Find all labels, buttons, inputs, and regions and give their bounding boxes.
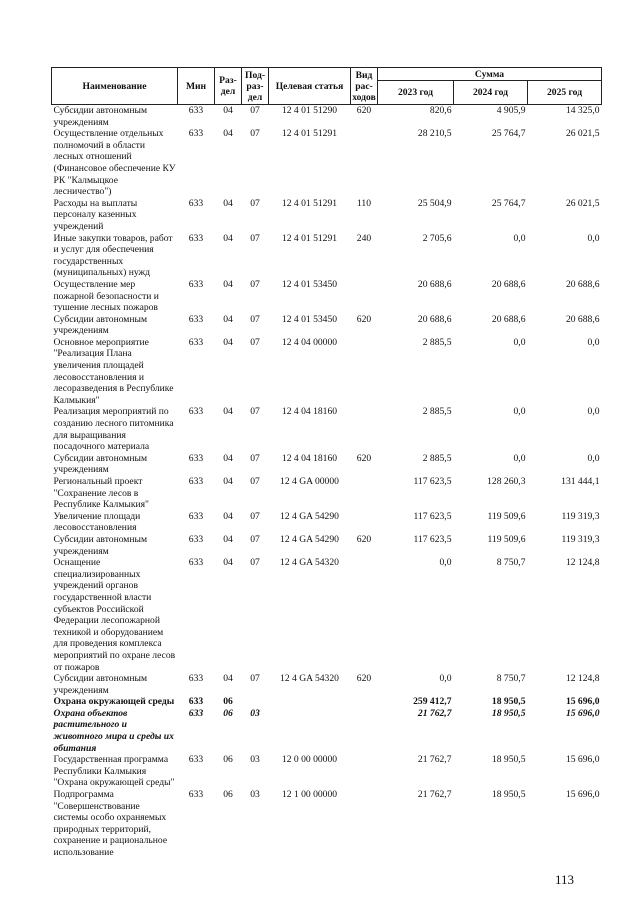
cell-2024: 4 905,9 xyxy=(496,105,526,116)
cell-target: 12 4 01 51291 xyxy=(281,197,338,209)
cell-2023: 28 210,5 xyxy=(417,128,452,140)
cell-vid xyxy=(351,511,378,534)
cell-min: 633 xyxy=(188,128,204,140)
cell-razdel: 04 xyxy=(223,232,233,244)
cell-2025: 0,0 xyxy=(587,406,600,418)
cell-razdel: 06 xyxy=(223,754,233,766)
cell-target: 12 4 GA 00000 xyxy=(280,476,339,487)
cell-name: Расходы на выплаты персоналу казенных учреждений xyxy=(53,197,138,232)
cell-razdel: 06 xyxy=(223,789,233,801)
page-number: 113 xyxy=(555,872,575,887)
cell-2025: 119 319,3 xyxy=(561,510,600,522)
cell-2024: 18 950,5 xyxy=(491,789,526,801)
cell-razdel: 04 xyxy=(223,557,233,569)
cell-target xyxy=(269,708,351,754)
cell-podrazdel: 07 xyxy=(250,197,260,209)
cell-vid xyxy=(351,789,378,859)
cell-razdel: 04 xyxy=(223,476,233,487)
cell-2023: 0,0 xyxy=(439,557,452,569)
table-row xyxy=(52,279,602,314)
table-row xyxy=(52,754,602,789)
cell-min: 633 xyxy=(188,707,204,719)
cell-podrazdel: 07 xyxy=(250,452,260,464)
cell-2023: 0,0 xyxy=(439,673,452,685)
cell-2023: 20 688,6 xyxy=(417,278,452,290)
cell-target: 12 1 00 00000 xyxy=(281,789,338,801)
cell-2025: 131 444,1 xyxy=(561,476,600,487)
cell-2024: 119 509,6 xyxy=(487,510,526,522)
cell-2023: 820,6 xyxy=(429,105,452,116)
cell-min: 633 xyxy=(188,105,204,116)
cell-name: Субсидии автономным учреждениям xyxy=(53,105,148,128)
table-row xyxy=(52,476,602,511)
cell-2025: 15 696,0 xyxy=(565,707,600,719)
cell-2025: 0,0 xyxy=(587,452,600,464)
cell-min: 633 xyxy=(188,673,204,685)
cell-name: Государственная программа Республики Калмыкия "Охрана окружающей среды" xyxy=(53,754,175,789)
cell-min: 633 xyxy=(188,557,204,569)
table-row xyxy=(52,233,602,279)
cell-target: 12 4 01 53450 xyxy=(281,278,338,290)
cell-min: 633 xyxy=(188,696,204,708)
cell-2023: 20 688,6 xyxy=(417,313,452,325)
cell-target: 12 4 GA 54290 xyxy=(280,533,339,545)
cell-vid: 240 xyxy=(356,232,372,244)
cell-2023: 25 504,9 xyxy=(417,197,452,209)
cell-podrazdel: 03 xyxy=(250,707,260,719)
cell-2025: 26 021,5 xyxy=(565,128,600,140)
cell-2025: 20 688,6 xyxy=(565,313,600,325)
table-row xyxy=(52,128,602,198)
cell-2023: 2 885,5 xyxy=(422,452,452,464)
cell-2024: 18 950,5 xyxy=(491,696,526,708)
cell-podrazdel xyxy=(242,696,269,708)
cell-vid xyxy=(351,337,378,407)
cell-2024: 20 688,6 xyxy=(491,278,526,290)
cell-min: 633 xyxy=(188,476,204,487)
cell-2024: 0,0 xyxy=(513,452,526,464)
cell-name: Осуществление отдельных полномочий в области лесных отношений (Финансовое обеспечение КУ РК "Калмыцкое лесничество") xyxy=(53,128,176,198)
cell-name: Увеличение площади лесовосстановления xyxy=(53,510,141,534)
cell-podrazdel: 07 xyxy=(250,278,260,290)
cell-podrazdel: 07 xyxy=(250,105,260,116)
cell-name: Субсидии автономным учреждениям xyxy=(53,673,148,696)
cell-target: 12 4 04 18160 xyxy=(281,406,338,418)
cell-razdel: 04 xyxy=(223,313,233,325)
cell-razdel: 04 xyxy=(223,533,233,545)
table-row xyxy=(52,673,602,696)
cell-vid xyxy=(351,476,378,511)
cell-podrazdel: 07 xyxy=(250,336,260,348)
cell-2023: 117 623,5 xyxy=(413,476,452,487)
header-name: Наименование xyxy=(52,68,178,105)
cell-2024: 20 688,6 xyxy=(491,313,526,325)
cell-name: Реализация мероприятий по созданию лесного питомника для выращивания посадочного материала xyxy=(53,406,174,453)
cell-2024: 8 750,7 xyxy=(496,673,526,685)
table-row xyxy=(52,708,602,754)
cell-target xyxy=(269,696,351,708)
cell-2023: 117 623,5 xyxy=(413,533,452,545)
table-row xyxy=(52,105,602,129)
cell-2024: 8 750,7 xyxy=(496,557,526,569)
cell-vid xyxy=(351,557,378,673)
header-min: Мин xyxy=(178,68,215,105)
cell-podrazdel: 07 xyxy=(250,406,260,418)
table-row xyxy=(52,314,602,337)
cell-razdel: 04 xyxy=(223,673,233,685)
cell-name: Субсидии автономным учреждениям xyxy=(53,533,148,557)
cell-2025: 14 325,0 xyxy=(565,105,600,116)
cell-razdel: 04 xyxy=(223,197,233,209)
cell-name: Осуществление мер пожарной безопасности и тушение лесных пожаров xyxy=(53,278,159,314)
cell-podrazdel: 07 xyxy=(250,673,260,685)
cell-2025: 15 696,0 xyxy=(565,696,600,708)
header-podrazdel: Под-раз-дел xyxy=(242,68,269,105)
cell-vid xyxy=(351,279,378,314)
cell-2023: 21 762,7 xyxy=(417,707,452,719)
cell-2023: 2 885,5 xyxy=(422,336,452,348)
cell-razdel: 04 xyxy=(223,510,233,522)
cell-vid: 110 xyxy=(356,197,372,209)
table-row xyxy=(52,534,602,557)
cell-name: Основное мероприятие "Реализация Плана увеличения площадей лесовосстановления и лесоразведения в Республике Калмыкия" xyxy=(53,336,174,406)
table-row xyxy=(52,406,602,452)
cell-2023: 2 705,6 xyxy=(422,232,452,244)
header-y2023: 2023 год xyxy=(378,81,454,105)
table-row xyxy=(52,511,602,534)
cell-vid: 620 xyxy=(356,452,372,464)
cell-2024: 0,0 xyxy=(513,232,526,244)
cell-target: 12 4 04 00000 xyxy=(281,336,338,348)
cell-2024: 18 950,5 xyxy=(491,707,526,719)
cell-min: 633 xyxy=(188,406,204,418)
cell-name: Региональный проект "Сохранение лесов в Республике Калмыкия" xyxy=(53,476,149,511)
header-target: Целевая статья xyxy=(269,68,351,105)
header-y2024: 2024 год xyxy=(454,81,528,105)
table-header xyxy=(52,68,602,105)
header-razdel: Раз-дел xyxy=(215,68,242,105)
cell-razdel: 04 xyxy=(223,105,233,116)
cell-2025: 12 124,8 xyxy=(565,673,600,685)
table-body xyxy=(52,105,602,859)
cell-min: 633 xyxy=(188,336,204,348)
cell-podrazdel: 07 xyxy=(250,533,260,545)
cell-2024: 0,0 xyxy=(513,336,526,348)
cell-name: Оснащение специализированных учреждений органов государственной власти субъектов Российской Федерации лесопожарной техникой и оборудованием для проведения комплекса мероприятий по охране лесов от пожаров xyxy=(53,557,176,673)
cell-razdel: 06 xyxy=(223,707,233,719)
table-row xyxy=(52,337,602,407)
cell-min: 633 xyxy=(188,278,204,290)
cell-2023: 259 412,7 xyxy=(413,696,452,708)
table-row xyxy=(52,198,602,233)
cell-podrazdel: 07 xyxy=(250,128,260,140)
cell-target: 12 4 01 51291 xyxy=(281,232,338,244)
cell-2025: 15 696,0 xyxy=(565,754,600,766)
cell-vid: 620 xyxy=(356,105,372,116)
cell-2025: 0,0 xyxy=(587,232,600,244)
cell-vid xyxy=(351,708,378,754)
cell-target: 12 4 01 53450 xyxy=(281,313,338,325)
cell-min: 633 xyxy=(188,232,204,244)
cell-vid: 620 xyxy=(356,313,372,325)
cell-target: 12 0 00 00000 xyxy=(281,754,338,766)
cell-target: 12 4 01 51291 xyxy=(281,128,338,140)
cell-name: Иные закупки товаров, работ и услуг для обеспечения государственных (муниципальных) нужд xyxy=(53,232,173,279)
cell-min: 633 xyxy=(188,533,204,545)
cell-razdel: 06 xyxy=(223,696,233,708)
budget-table xyxy=(51,67,602,859)
cell-min: 633 xyxy=(188,789,204,801)
cell-podrazdel: 07 xyxy=(250,557,260,569)
cell-2025: 12 124,8 xyxy=(565,557,600,569)
cell-2024: 25 764,7 xyxy=(491,197,526,209)
cell-2025: 26 021,5 xyxy=(565,197,600,209)
cell-min: 633 xyxy=(188,754,204,766)
cell-2023: 117 623,5 xyxy=(413,510,452,522)
cell-min: 633 xyxy=(188,510,204,522)
cell-2024: 0,0 xyxy=(513,406,526,418)
table-row xyxy=(52,696,602,708)
table-row xyxy=(52,789,602,859)
cell-2024: 25 764,7 xyxy=(491,128,526,140)
cell-min: 633 xyxy=(188,313,204,325)
table-row xyxy=(52,557,602,673)
cell-name: Охрана объектов растительного и животного мира и среды их обитания xyxy=(53,707,174,754)
cell-2023: 21 762,7 xyxy=(417,754,452,766)
cell-razdel: 04 xyxy=(223,278,233,290)
cell-target: 12 4 GA 54320 xyxy=(280,673,339,685)
cell-name: Подпрограмма "Совершенствование системы особо охраняемых природных территорий, сохранение и рациональное использование xyxy=(53,789,168,858)
cell-2024: 119 509,6 xyxy=(487,533,526,545)
cell-podrazdel: 03 xyxy=(250,789,260,801)
cell-podrazdel: 07 xyxy=(250,313,260,325)
cell-target: 12 4 01 51290 xyxy=(281,105,338,116)
cell-vid xyxy=(351,696,378,708)
cell-razdel: 04 xyxy=(223,452,233,464)
cell-2024: 128 260,3 xyxy=(487,476,526,487)
cell-target: 12 4 GA 54320 xyxy=(280,557,339,569)
cell-name: Субсидии автономным учреждениям xyxy=(53,313,148,337)
cell-podrazdel: 03 xyxy=(250,754,260,766)
cell-podrazdel: 07 xyxy=(250,476,260,487)
cell-razdel: 04 xyxy=(223,406,233,418)
cell-min: 633 xyxy=(188,452,204,464)
cell-2025: 20 688,6 xyxy=(565,278,600,290)
table-row xyxy=(52,453,602,476)
cell-vid: 620 xyxy=(356,673,372,685)
cell-name: Субсидии автономным учреждениям xyxy=(53,452,148,476)
cell-2025: 0,0 xyxy=(587,336,600,348)
cell-2023: 21 762,7 xyxy=(417,789,452,801)
cell-2023: 2 885,5 xyxy=(422,406,452,418)
cell-razdel: 04 xyxy=(223,128,233,140)
cell-razdel: 04 xyxy=(223,336,233,348)
header-vid: Вид рас-ходов xyxy=(352,69,376,103)
cell-vid xyxy=(351,754,378,789)
cell-min: 633 xyxy=(188,197,204,209)
header-y2025: 2025 год xyxy=(528,81,602,105)
cell-podrazdel: 07 xyxy=(250,510,260,522)
header-summa: Сумма xyxy=(378,68,602,81)
cell-podrazdel: 07 xyxy=(250,232,260,244)
cell-target: 12 4 GA 54290 xyxy=(280,510,339,522)
cell-target: 12 4 04 18160 xyxy=(281,452,338,464)
cell-vid xyxy=(351,406,378,452)
cell-vid: 620 xyxy=(356,533,372,545)
cell-2025: 119 319,3 xyxy=(561,533,600,545)
cell-name: Охрана окружающей среды xyxy=(53,696,175,708)
cell-2024: 18 950,5 xyxy=(491,754,526,766)
cell-vid xyxy=(351,128,378,198)
cell-2025: 15 696,0 xyxy=(565,789,600,801)
